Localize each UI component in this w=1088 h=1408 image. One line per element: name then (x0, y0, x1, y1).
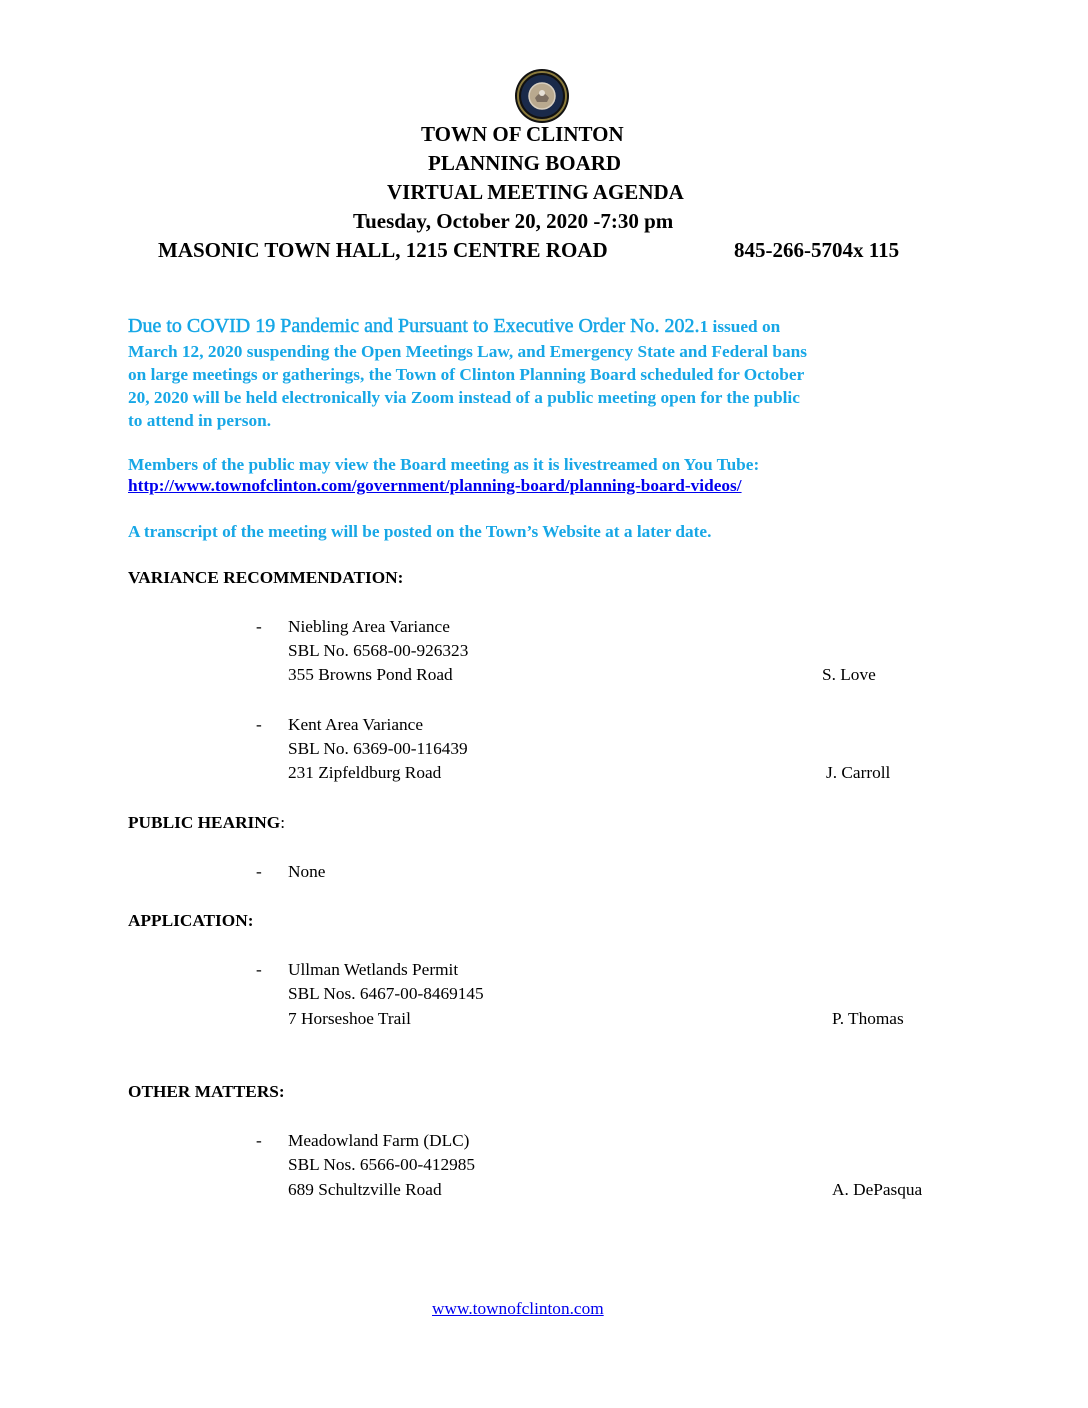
notice-line-1-rest: 1 issued on (699, 317, 781, 336)
planning-board-videos-link[interactable]: http://www.townofclinton.com/government/planning-board/planning-board-videos/ (128, 476, 742, 495)
section-title-application: APPLICATION: (128, 911, 254, 930)
notice-line-5: to attend in person. (128, 411, 272, 430)
board-name: PLANNING BOARD (428, 151, 622, 175)
item-address: 355 Browns Pond Road (288, 665, 453, 684)
section-title-colon: : (280, 813, 286, 832)
item-assignee: A. DePasqua (832, 1180, 923, 1199)
item-address: 231 Zipfeldburg Road (288, 763, 442, 782)
notice-line-1 (128, 315, 780, 339)
item-name: Meadowland Farm (DLC) (288, 1131, 470, 1150)
item-dash: - (256, 960, 262, 979)
item-sbl: SBL No. 6568-00-926323 (288, 641, 469, 660)
section-title-public-hearing-text: PUBLIC HEARING (128, 813, 281, 832)
item-name: Niebling Area Variance (288, 617, 450, 636)
item-assignee: S. Love (822, 665, 876, 684)
agenda-title: VIRTUAL MEETING AGENDA (387, 180, 684, 204)
item-address: 7 Horseshoe Trail (288, 1009, 411, 1028)
item-address: 689 Schultzville Road (288, 1180, 442, 1199)
item-sbl: SBL No. 6369-00-116439 (288, 739, 468, 758)
town-seal-logo (514, 68, 570, 124)
section-title-public-hearing (128, 812, 285, 834)
item-assignee: J. Carroll (826, 763, 891, 782)
footer-website-link[interactable]: www.townofclinton.com (432, 1299, 604, 1318)
item-dash: - (256, 862, 262, 881)
section-title-variance: VARIANCE RECOMMENDATION: (128, 568, 404, 587)
item-dash: - (256, 1131, 262, 1150)
item-assignee: P. Thomas (832, 1009, 904, 1028)
notice-view-text: Members of the public may view the Board meeting as it is livestreamed on You Tube: (128, 455, 760, 474)
notice-transcript-text: A transcript of the meeting will be posted on the Town’s Website at a later date. (128, 522, 712, 541)
item-name: Ullman Wetlands Permit (288, 960, 459, 979)
meeting-phone: 845-266-5704x 115 (734, 238, 900, 262)
town-name: TOWN OF CLINTON (421, 122, 624, 146)
item-name: None (288, 862, 326, 881)
item-dash: - (256, 617, 262, 636)
section-title-other-matters: OTHER MATTERS: (128, 1082, 285, 1101)
meeting-date-time: Tuesday, October 20, 2020 -7:30 pm (353, 209, 674, 233)
item-name: Kent Area Variance (288, 715, 423, 734)
notice-line-2: March 12, 2020 suspending the Open Meetings Law, and Emergency State and Federal bans (128, 342, 807, 361)
item-sbl: SBL Nos. 6566-00-412985 (288, 1155, 476, 1174)
notice-line-3: on large meetings or gatherings, the Town of Clinton Planning Board scheduled for October (128, 365, 805, 384)
notice-line-4: 20, 2020 will be held electronically via Zoom instead of a public meeting open for the public (128, 388, 800, 407)
meeting-location: MASONIC TOWN HALL, 1215 CENTRE ROAD (158, 238, 608, 262)
item-dash: - (256, 715, 262, 734)
item-sbl: SBL Nos. 6467-00-8469145 (288, 984, 484, 1003)
notice-line-1-lead: Due to COVID 19 Pandemic and Pursuant to Executive Order No. 202. (128, 315, 700, 337)
